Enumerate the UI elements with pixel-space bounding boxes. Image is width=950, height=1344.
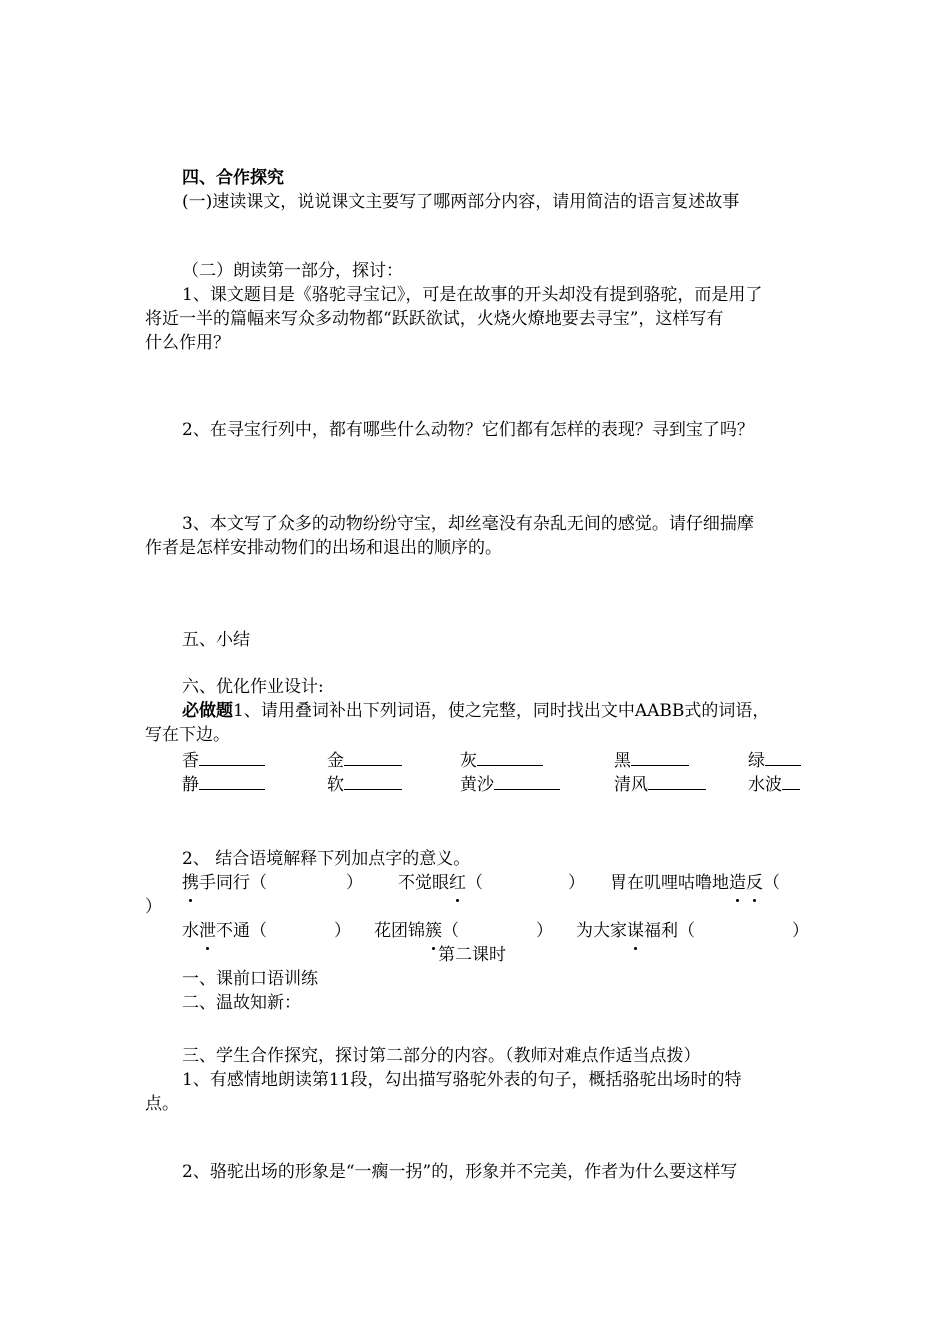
homework-2-heading: 2、 结合语境解释下列加点字的意义。 (182, 849, 471, 869)
fill-item: 清风 (614, 771, 706, 797)
blank-line[interactable] (765, 747, 801, 766)
blank-line[interactable] (648, 771, 706, 790)
fill-item: 香 (182, 747, 265, 773)
close-paren: ） (568, 873, 585, 893)
homework-1-text: 1、请用叠词补出下列词语，使之完整，同时找出文中AABB式的词语， (233, 701, 770, 721)
blank-line[interactable] (477, 747, 543, 766)
close-paren: ） (334, 921, 351, 941)
blank-line[interactable] (631, 747, 689, 766)
question-2-3-line1: 3、本文写了众多的动物纷纷守宝，却丝毫没有杂乱无间的感觉。请仔细揣摩 (182, 514, 754, 534)
close-paren: ） (346, 873, 363, 893)
dotted-char: 簇 (425, 921, 442, 941)
dotted-char: 谋 (627, 921, 644, 941)
fill-item: 软 (327, 771, 402, 797)
lesson-2-step-3: 三、学生合作探究，探讨第二部分的内容。（教师对难点作适当点拨） (182, 1046, 701, 1066)
word-item: 胃在叽哩咕噜地造反（ (610, 873, 780, 893)
dotted-char: 造 (729, 873, 746, 893)
word-item: 携手同行（ (182, 873, 267, 893)
must-do-label: 必做题 (182, 701, 233, 721)
fill-item: 水波 (748, 771, 800, 797)
fill-item: 金 (327, 747, 402, 773)
close-paren: ） (792, 921, 809, 941)
fill-item: 静 (182, 771, 265, 797)
blank-line[interactable] (344, 771, 402, 790)
question-2-1-line2: 将近一半的篇幅来写众多动物都“跃跃欲试，火烧火燎地要去寻宝”，这样写有 (145, 309, 724, 329)
fill-item: 绿 (748, 747, 801, 773)
section-4-title: 四、合作探究 (182, 168, 284, 188)
blank-line[interactable] (199, 771, 265, 790)
lesson-2-q1-line2: 点。 (145, 1094, 179, 1114)
section-6-title: 六、优化作业设计: (182, 677, 324, 697)
word-item: 水泄不通（ (182, 921, 267, 941)
lesson-2-q2: 2、骆驼出场的形象是“一瘸一拐”的，形象并不完美，作者为什么要这样写 (182, 1162, 738, 1182)
dotted-char: 泄 (199, 921, 216, 941)
dotted-char: 携 (182, 873, 199, 893)
blank-line[interactable] (344, 747, 402, 766)
blank-line[interactable] (494, 771, 560, 790)
homework-1-line2: 写在下边。 (145, 725, 230, 745)
word-item: 花团锦簇（ (374, 921, 459, 941)
fill-item: 灰 (460, 747, 543, 773)
question-2-heading: （二）朗读第一部分，探讨： (182, 261, 403, 281)
lesson-2-step-1: 一、课前口语训练 (182, 969, 318, 989)
dotted-char: 反 (746, 873, 763, 893)
blank-line[interactable] (782, 771, 800, 790)
blank-line[interactable] (199, 747, 265, 766)
close-paren: ） (145, 897, 162, 917)
question-2-1-line3: 什么作用？ (145, 333, 230, 353)
lesson-2-q1-line1: 1、有感情地朗读第11段，勾出描写骆驼外表的句子，概括骆驼出场时的特 (182, 1070, 742, 1090)
fill-item: 黄沙 (460, 771, 560, 797)
question-1: (一)速读课文，说说课文主要写了哪两部分内容，请用简洁的语言复述故事 (182, 192, 740, 212)
word-item: 为大家谋福利（ (576, 921, 695, 941)
fill-item: 黑 (614, 747, 689, 773)
close-paren: ） (536, 921, 553, 941)
lesson-2-step-2: 二、温故知新： (182, 993, 301, 1013)
lesson-2-title: 第二课时 (438, 945, 506, 965)
question-2-3-line2: 作者是怎样安排动物们的出场和退出的顺序的。 (145, 538, 502, 558)
dotted-char: 红 (449, 873, 466, 893)
word-item: 不觉眼红（ (398, 873, 483, 893)
question-2-1-line1: 1、课文题目是《骆驼寻宝记》，可是在故事的开头却没有提到骆驼，而是用了 (182, 285, 763, 305)
homework-1-line1 (182, 699, 769, 723)
section-5-title: 五、小结 (182, 630, 250, 650)
question-2-2: 2、在寻宝行列中，都有哪些什么动物？它们都有怎样的表现？寻到宝了吗？ (182, 420, 754, 440)
